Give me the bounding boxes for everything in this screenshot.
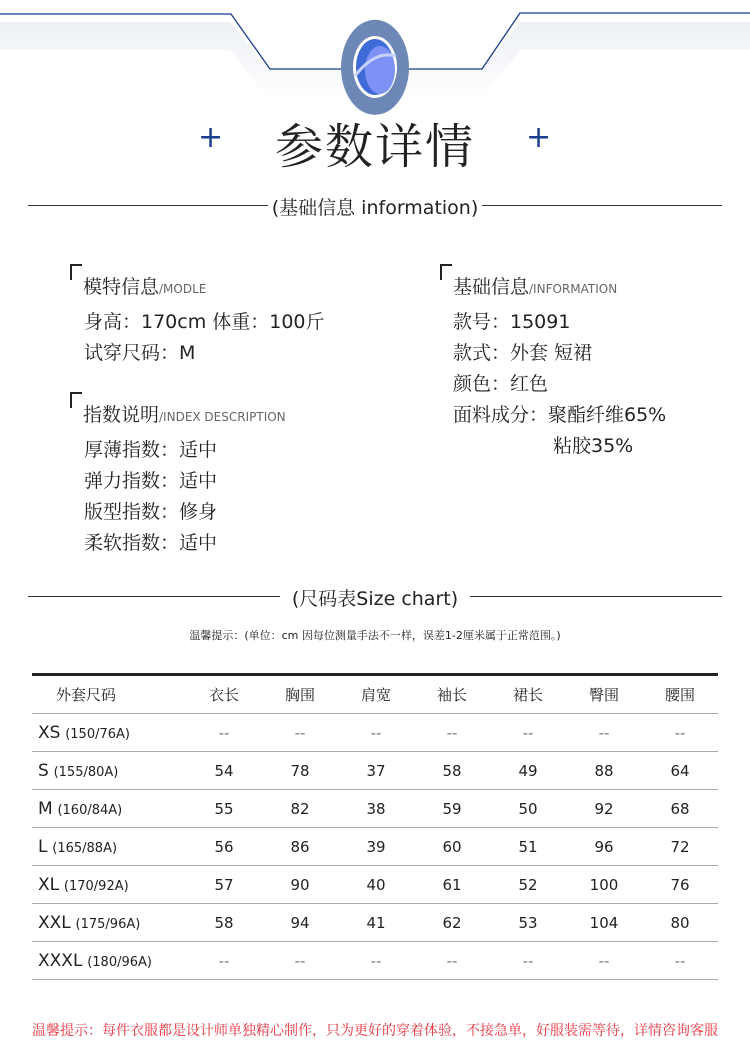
size-spec: (170/92A) (63, 878, 129, 894)
table-row (32, 752, 718, 790)
size-spec: (165/88A) (52, 840, 118, 856)
measurement-cell: 38 (338, 790, 414, 828)
size-note: 温馨提示：(单位：cm 因每位测量手法不一样，误差1-2厘米属于正常范围。) (189, 629, 561, 642)
size-label: XS (38, 722, 61, 743)
measurement-cell: -- (338, 714, 414, 752)
measurement-cell: 57 (186, 866, 262, 904)
size-cell (32, 866, 186, 904)
plus-icon: + (198, 120, 224, 155)
measurement-cell: -- (186, 942, 262, 980)
measurement-cell: -- (490, 714, 566, 752)
size-label: XL (38, 874, 60, 895)
column-header: 腰围 (642, 675, 718, 714)
table-header-row (32, 675, 718, 714)
model-sub: /MODLE (159, 282, 207, 296)
measurement-cell: -- (338, 942, 414, 980)
index-line: 柔软指数：适中 (84, 532, 218, 554)
size-spec: (150/76A) (65, 726, 130, 742)
measurement-cell: 51 (490, 828, 566, 866)
index-line: 版型指数：修身 (84, 501, 218, 523)
measurement-cell: 49 (490, 752, 566, 790)
size-cell (32, 790, 186, 828)
measurement-cell: 72 (642, 828, 718, 866)
footer-notice: 温馨提示：每件衣服都是设计师单独精心制作，只为更好的穿着体验，不接急单，好服装需等待，详情咨询客服 (32, 1023, 718, 1039)
size-cell (32, 752, 186, 790)
index-heading: 指数说明 (83, 404, 160, 426)
table-row (32, 942, 718, 980)
measurement-cell: 54 (186, 752, 262, 790)
header-decoration (0, 0, 750, 120)
measurement-cell: -- (566, 942, 642, 980)
corner-bracket-icon (440, 264, 452, 280)
index-line: 弹力指数：适中 (84, 470, 218, 492)
measurement-cell: 94 (262, 904, 338, 942)
measurement-cell: 64 (642, 752, 718, 790)
size-label: XXL (38, 912, 71, 933)
size-cell (32, 714, 186, 752)
measurement-cell: 37 (338, 752, 414, 790)
size-spec: (180/96A) (87, 954, 152, 970)
table-row (32, 904, 718, 942)
table-row (32, 714, 718, 752)
measurement-cell: 58 (186, 904, 262, 942)
basic-line: 颜色：红色 (453, 373, 549, 395)
measurement-cell: 100 (566, 866, 642, 904)
measurement-cell: 104 (566, 904, 642, 942)
size-table (32, 673, 718, 980)
measurement-cell: 40 (338, 866, 414, 904)
measurement-cell: 88 (566, 752, 642, 790)
measurement-cell: -- (262, 714, 338, 752)
corner-bracket-icon (70, 264, 82, 280)
size-label: S (38, 760, 49, 781)
size-cell (32, 942, 186, 980)
measurement-cell: 60 (414, 828, 490, 866)
column-header: 裙长 (490, 675, 566, 714)
basic-line: 面料成分：聚酯纤维65% (453, 404, 667, 426)
measurement-cell: 78 (262, 752, 338, 790)
size-cell (32, 828, 186, 866)
measurement-cell: 61 (414, 866, 490, 904)
page-title: 参数详情 (274, 119, 475, 175)
measurement-cell: 39 (338, 828, 414, 866)
size-label: L (38, 836, 48, 857)
measurement-cell: 96 (566, 828, 642, 866)
measurement-cell: 55 (186, 790, 262, 828)
model-line: 身高：170cm 体重：100斤 (84, 311, 325, 333)
measurement-cell: -- (262, 942, 338, 980)
measurement-cell: -- (642, 942, 718, 980)
measurement-cell: 68 (642, 790, 718, 828)
size-label: XXXL (38, 950, 83, 971)
measurement-cell: 56 (186, 828, 262, 866)
measurement-cell: 59 (414, 790, 490, 828)
basic-heading: 基础信息 (453, 276, 530, 298)
column-header: 肩宽 (338, 675, 414, 714)
measurement-cell: -- (490, 942, 566, 980)
model-line: 试穿尺码：M (84, 342, 196, 364)
table-row (32, 866, 718, 904)
section-heading-info: (基础信息 information) (268, 197, 483, 219)
column-header: 衣长 (186, 675, 262, 714)
measurement-cell: 58 (414, 752, 490, 790)
measurement-cell: 76 (642, 866, 718, 904)
column-header: 胸围 (262, 675, 338, 714)
basic-line: 款式：外套 短裙 (453, 342, 593, 364)
measurement-cell: -- (414, 714, 490, 752)
size-label: M (38, 798, 53, 819)
model-heading: 模特信息 (83, 276, 160, 298)
measurement-cell: 50 (490, 790, 566, 828)
plus-icon: + (526, 120, 552, 155)
measurement-cell: 53 (490, 904, 566, 942)
measurement-cell: 90 (262, 866, 338, 904)
column-header: 外套尺码 (32, 675, 186, 714)
basic-line: 款号：15091 (453, 311, 571, 333)
index-line: 厚薄指数：适中 (84, 439, 218, 461)
column-header: 袖长 (414, 675, 490, 714)
measurement-cell: 52 (490, 866, 566, 904)
measurement-cell: 82 (262, 790, 338, 828)
measurement-cell: 62 (414, 904, 490, 942)
size-spec: (175/96A) (75, 916, 141, 932)
measurement-cell: 92 (566, 790, 642, 828)
measurement-cell: -- (642, 714, 718, 752)
measurement-cell: 41 (338, 904, 414, 942)
basic-sub: /INFORMATION (529, 282, 618, 296)
size-spec: (160/84A) (57, 802, 123, 818)
table-row (32, 828, 718, 866)
measurement-cell: -- (186, 714, 262, 752)
measurement-cell: 86 (262, 828, 338, 866)
size-cell (32, 904, 186, 942)
index-sub: /INDEX DESCRIPTION (159, 410, 286, 424)
measurement-cell: 80 (642, 904, 718, 942)
column-header: 臀围 (566, 675, 642, 714)
corner-bracket-icon (70, 392, 82, 408)
table-row (32, 790, 718, 828)
size-spec: (155/80A) (53, 764, 119, 780)
measurement-cell: -- (414, 942, 490, 980)
section-heading-size: (尺码表Size chart) (280, 588, 470, 610)
measurement-cell: -- (566, 714, 642, 752)
basic-line: 粘胶35% (553, 435, 634, 457)
